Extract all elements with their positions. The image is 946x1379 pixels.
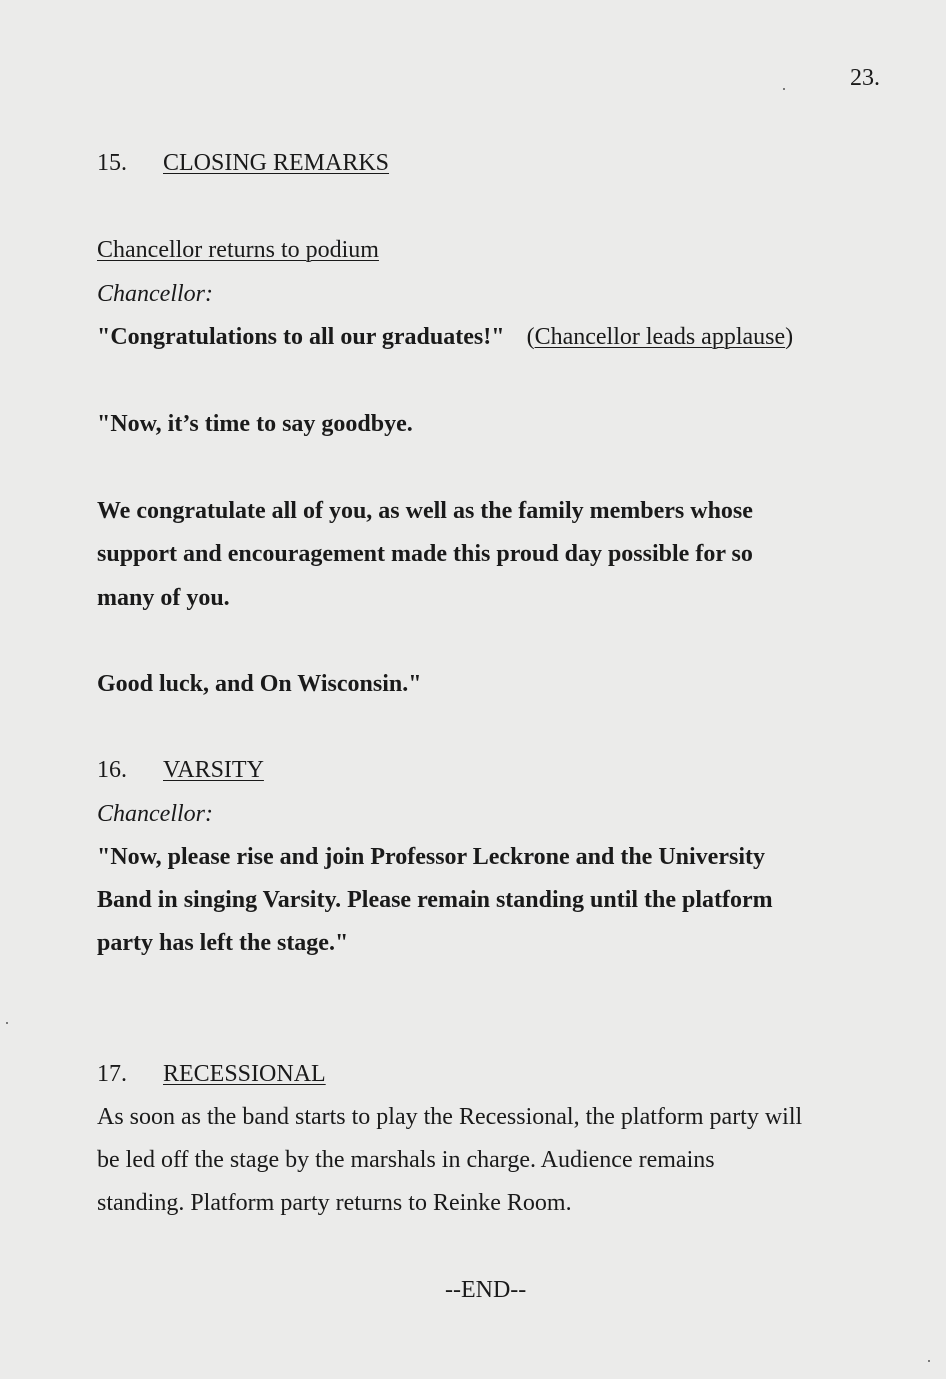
section-15-line1 bbox=[97, 325, 793, 349]
section-15-para-good-luck: Good luck, and On Wisconsin." bbox=[97, 671, 422, 697]
section-16-heading bbox=[97, 758, 264, 782]
paper-speck bbox=[928, 1360, 930, 1362]
section-16-title: VARSITY bbox=[163, 757, 264, 783]
congratulations-quote: "Congratulations to all our graduates!" bbox=[97, 324, 505, 350]
section-16-line3: party has left the stage." bbox=[97, 930, 349, 956]
paren-close: ) bbox=[785, 324, 794, 350]
section-17-line2: be led off the stage by the marshals in charge. Audience remains bbox=[97, 1147, 715, 1173]
section-17-number: 17. bbox=[97, 1061, 127, 1087]
page-number: 23. bbox=[850, 65, 880, 91]
section-15-number: 15. bbox=[97, 150, 127, 176]
section-15-para-goodbye: "Now, it’s time to say goodbye. bbox=[97, 411, 413, 437]
section-16-line1: "Now, please rise and join Professor Leckrone and the University bbox=[97, 844, 765, 870]
section-15-heading bbox=[97, 151, 389, 175]
section-16-number: 16. bbox=[97, 757, 127, 783]
section-17-line3: standing. Platform party returns to Reinke Room. bbox=[97, 1190, 572, 1216]
paren-open: ( bbox=[526, 324, 535, 350]
section-15-stage-direction: Chancellor returns to podium bbox=[97, 237, 379, 263]
section-17-line1: As soon as the band starts to play the Recessional, the platform party will bbox=[97, 1104, 803, 1130]
section-17-title: RECESSIONAL bbox=[163, 1061, 326, 1087]
section-15-title: CLOSING REMARKS bbox=[163, 150, 390, 176]
end-marker: --END-- bbox=[445, 1277, 527, 1303]
paper-speck bbox=[6, 1022, 8, 1024]
section-15-para-congratulate-line2: support and encouragement made this proud day possible for so bbox=[97, 541, 753, 567]
section-16-line2: Band in singing Varsity. Please remain standing until the platform bbox=[97, 887, 773, 913]
applause-direction: Chancellor leads applause bbox=[534, 324, 786, 350]
paper-speck bbox=[783, 88, 785, 90]
section-15-para-congratulate-line3: many of you. bbox=[97, 585, 230, 611]
section-17-heading bbox=[97, 1062, 326, 1086]
section-15-para-congratulate-line1: We congratulate all of you, as well as the family members whose bbox=[97, 498, 753, 524]
section-16-speaker: Chancellor: bbox=[97, 801, 213, 827]
section-15-speaker: Chancellor: bbox=[97, 281, 213, 307]
